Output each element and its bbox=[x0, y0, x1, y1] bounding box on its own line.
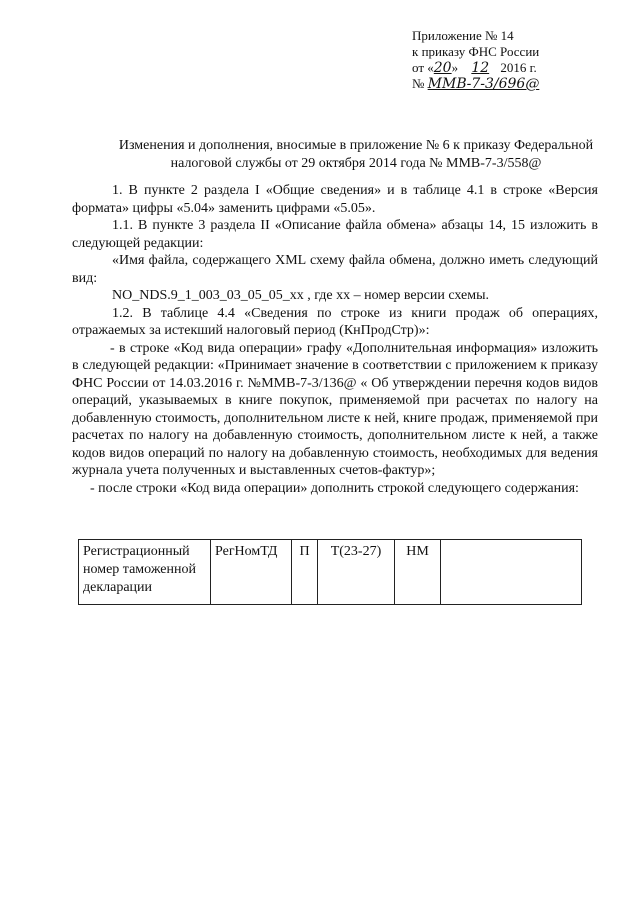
appendix-order-ref: к приказу ФНС России bbox=[412, 44, 540, 59]
appendix-header bbox=[412, 28, 539, 92]
paragraph-filename: NO_NDS.9_1_003_03_05_05_xx , где хх – номер версии схемы. bbox=[112, 288, 490, 303]
cell-element-obligation: НМ bbox=[395, 540, 441, 605]
inserted-row-table bbox=[78, 539, 582, 605]
appendix-date bbox=[412, 60, 539, 76]
document-title: Изменения и дополнения, вносимые в приложение № 6 к приказу Федеральной налоговой службы от 29 октября 2014 года № ММВ-7-3/558@ bbox=[118, 138, 594, 171]
date-mid: » bbox=[451, 60, 459, 75]
appendix-number: Приложение № 14 bbox=[412, 28, 514, 43]
cell-additional-info bbox=[441, 540, 582, 605]
date-prefix: от « bbox=[412, 60, 434, 75]
paragraph-1: 1. В пункте 2 раздела I «Общие сведения» и в таблице 4.1 в строке «Версия формата» цифры «5.04» заменить цифрами «5.05». bbox=[72, 183, 598, 216]
date-day: 20 bbox=[433, 60, 452, 76]
cell-element-code: РегНомТД bbox=[211, 540, 292, 605]
paragraph-1-1: 1.1. В пункте 3 раздела II «Описание файла обмена» абзацы 14, 15 изложить в следующей редакции: bbox=[72, 218, 598, 251]
cell-element-name: Регистрационный номер таможенной декларации bbox=[79, 540, 211, 605]
date-month: 12 bbox=[471, 60, 490, 76]
table-row bbox=[79, 540, 582, 605]
paragraph-1-2: 1.2. В таблице 4.4 «Сведения по строке из книги продаж об операциях, отражаемых за истекший налоговый период (КнПродСтр)»: bbox=[72, 305, 598, 338]
date-year: 2016 г. bbox=[500, 60, 537, 75]
number-prefix: № bbox=[412, 76, 425, 91]
document-body bbox=[72, 182, 598, 497]
paragraph-quote: «Имя файла, содержащего XML схему файла обмена, должно иметь следующий вид: bbox=[72, 253, 598, 286]
paragraph-add-row: - после строки «Код вида операции» дополнить строкой следующего содержания: bbox=[90, 480, 579, 496]
number-value: ММВ-7-3/696@ bbox=[427, 76, 540, 92]
appendix-order-number bbox=[412, 76, 539, 92]
paragraph-operation-code: - в строке «Код вида операции» графу «Дополнительная информация» изложить в следующей редакции: «Принимает значение в соответствии с приложением к приказу ФНС России от 14.03.2016 г. №ММВ-7-3/136@ « Об утверждении перечня кодов видов операций, указываемых в книге покупок, применяемой при расчетах по налогу на добавленную стоимость, дополнительном листе к ней, книге продаж, применяемой при расчетах по налогу на добавленную стоимость, дополнительном листе к ней, а также кодов видов операций по налогу на добавленную стоимость, необходимых для ведения журнала учета полученных и выставленных счетов-фактур»; bbox=[72, 340, 598, 478]
cell-element-type: П bbox=[292, 540, 318, 605]
cell-element-format: Т(23-27) bbox=[318, 540, 395, 605]
